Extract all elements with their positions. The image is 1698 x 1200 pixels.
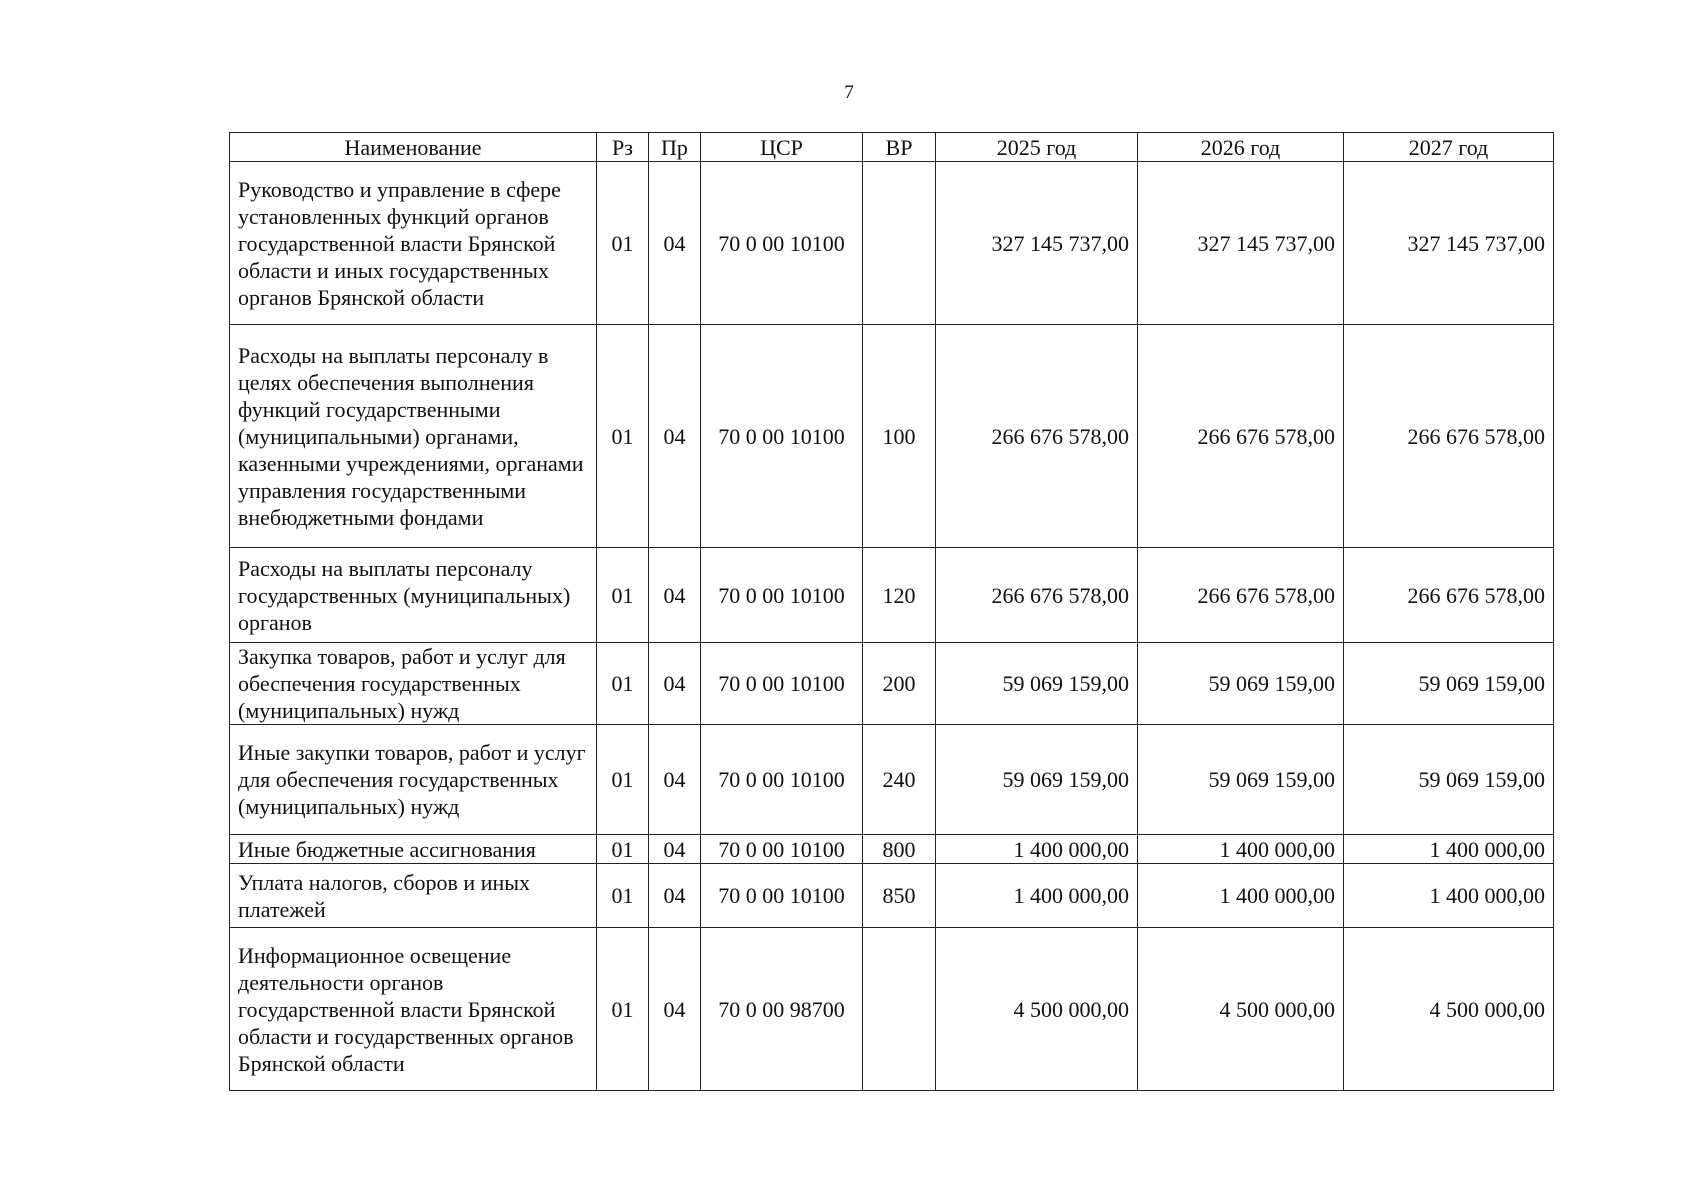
header-vr: ВР	[863, 133, 936, 162]
row-name: Расходы на выплаты персоналу в целях обеспечения выполнения функций государственными (муниципальными) органами, казенными учреждениями, органами управления государственными внебюджетными фондами	[230, 325, 597, 548]
row-2026: 1 400 000,00	[1138, 864, 1344, 928]
budget-table	[229, 132, 1554, 1091]
row-2026: 266 676 578,00	[1138, 548, 1344, 643]
row-name: Расходы на выплаты персоналу государственных (муниципальных) органов	[230, 548, 597, 643]
row-2027: 59 069 159,00	[1344, 643, 1554, 725]
row-2026: 59 069 159,00	[1138, 643, 1344, 725]
row-2026: 266 676 578,00	[1138, 325, 1344, 548]
header-csr: ЦСР	[701, 133, 863, 162]
row-pr: 04	[649, 835, 701, 864]
row-rz: 01	[597, 928, 649, 1091]
row-name: Иные закупки товаров, работ и услуг для обеспечения государственных (муниципальных) нужд	[230, 725, 597, 835]
table-row	[230, 548, 1554, 643]
row-csr: 70 0 00 10100	[701, 162, 863, 325]
table-row	[230, 864, 1554, 928]
row-rz: 01	[597, 643, 649, 725]
row-vr	[863, 928, 936, 1091]
table-row	[230, 928, 1554, 1091]
row-vr: 120	[863, 548, 936, 643]
row-pr: 04	[649, 162, 701, 325]
row-2027: 1 400 000,00	[1344, 864, 1554, 928]
table-row	[230, 325, 1554, 548]
row-vr	[863, 162, 936, 325]
row-vr: 800	[863, 835, 936, 864]
table-header-row	[230, 133, 1554, 162]
row-name: Закупка товаров, работ и услуг для обеспечения государственных (муниципальных) нужд	[230, 643, 597, 725]
row-name: Руководство и управление в сфере установленных функций органов государственной власти Брянской области и иных государственных органов Брянской области	[230, 162, 597, 325]
row-2025: 59 069 159,00	[936, 725, 1138, 835]
row-csr: 70 0 00 10100	[701, 325, 863, 548]
page-number: 7	[844, 82, 854, 103]
row-pr: 04	[649, 548, 701, 643]
row-vr: 200	[863, 643, 936, 725]
row-csr: 70 0 00 10100	[701, 643, 863, 725]
row-vr: 240	[863, 725, 936, 835]
row-rz: 01	[597, 162, 649, 325]
row-pr: 04	[649, 325, 701, 548]
row-pr: 04	[649, 725, 701, 835]
row-csr: 70 0 00 98700	[701, 928, 863, 1091]
table-row	[230, 725, 1554, 835]
row-name: Уплата налогов, сборов и иных платежей	[230, 864, 597, 928]
row-2027: 266 676 578,00	[1344, 325, 1554, 548]
row-rz: 01	[597, 325, 649, 548]
table-row	[230, 835, 1554, 864]
header-name: Наименование	[230, 133, 597, 162]
row-2027: 327 145 737,00	[1344, 162, 1554, 325]
table-row	[230, 162, 1554, 325]
row-2025: 59 069 159,00	[936, 643, 1138, 725]
row-2025: 266 676 578,00	[936, 548, 1138, 643]
row-2025: 327 145 737,00	[936, 162, 1138, 325]
row-name: Информационное освещение деятельности органов государственной власти Брянской области и государственных органов Брянской области	[230, 928, 597, 1091]
row-name: Иные бюджетные ассигнования	[230, 835, 597, 864]
row-pr: 04	[649, 864, 701, 928]
header-2027: 2027 год	[1344, 133, 1554, 162]
row-vr: 850	[863, 864, 936, 928]
row-pr: 04	[649, 643, 701, 725]
row-2025: 1 400 000,00	[936, 835, 1138, 864]
row-csr: 70 0 00 10100	[701, 864, 863, 928]
row-2027: 4 500 000,00	[1344, 928, 1554, 1091]
row-2026: 1 400 000,00	[1138, 835, 1344, 864]
header-2026: 2026 год	[1138, 133, 1344, 162]
row-2027: 1 400 000,00	[1344, 835, 1554, 864]
header-pr: Пр	[649, 133, 701, 162]
table-row	[230, 643, 1554, 725]
row-2027: 266 676 578,00	[1344, 548, 1554, 643]
header-2025: 2025 год	[936, 133, 1138, 162]
row-2025: 4 500 000,00	[936, 928, 1138, 1091]
row-2026: 4 500 000,00	[1138, 928, 1344, 1091]
header-rz: Рз	[597, 133, 649, 162]
row-rz: 01	[597, 725, 649, 835]
row-2025: 1 400 000,00	[936, 864, 1138, 928]
row-2027: 59 069 159,00	[1344, 725, 1554, 835]
row-vr: 100	[863, 325, 936, 548]
row-csr: 70 0 00 10100	[701, 548, 863, 643]
row-csr: 70 0 00 10100	[701, 835, 863, 864]
row-pr: 04	[649, 928, 701, 1091]
row-2026: 59 069 159,00	[1138, 725, 1344, 835]
row-rz: 01	[597, 548, 649, 643]
row-rz: 01	[597, 835, 649, 864]
row-2025: 266 676 578,00	[936, 325, 1138, 548]
row-csr: 70 0 00 10100	[701, 725, 863, 835]
row-2026: 327 145 737,00	[1138, 162, 1344, 325]
row-rz: 01	[597, 864, 649, 928]
